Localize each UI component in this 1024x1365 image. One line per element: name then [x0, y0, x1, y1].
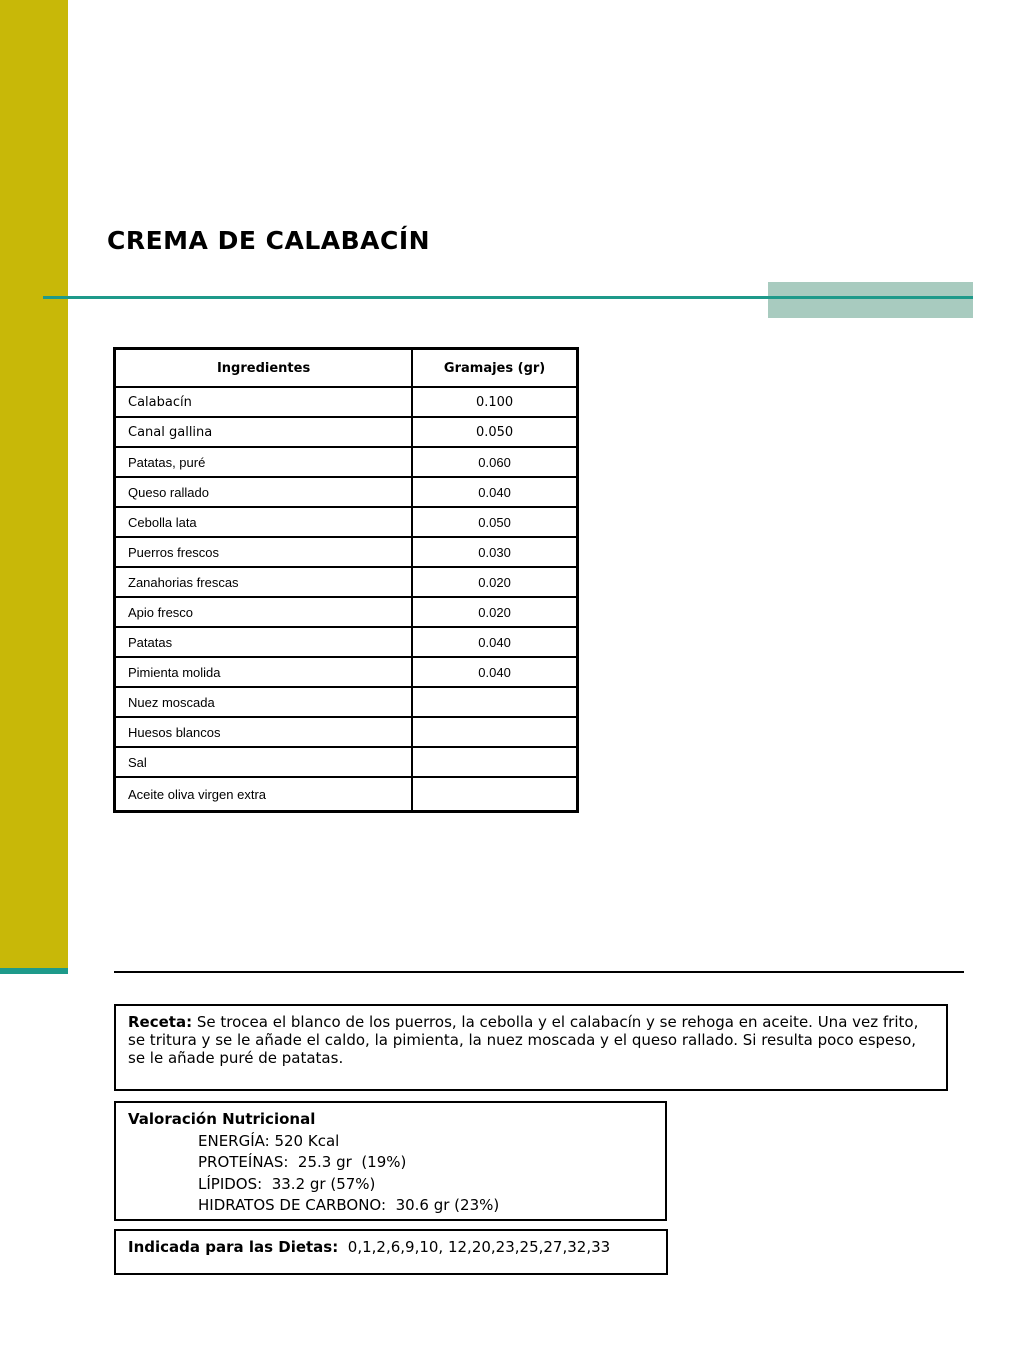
ingredient-name: Canal gallina: [115, 417, 413, 447]
ingredient-name: Queso rallado: [115, 477, 413, 507]
table-row: [115, 387, 578, 417]
nutrition-energy: ENERGÍA: 520 Kcal: [198, 1131, 340, 1150]
table-row: [115, 567, 578, 597]
table-row: [115, 447, 578, 477]
ingredient-grams: 0.040: [412, 627, 577, 657]
ingredient-name: Calabacín: [115, 387, 413, 417]
table-row: [115, 777, 578, 812]
ingredient-grams: [412, 717, 577, 747]
table-row: [115, 687, 578, 717]
table-header-row: [115, 349, 578, 388]
table-row: [115, 507, 578, 537]
table-row: [115, 417, 578, 447]
section-divider: [114, 971, 964, 973]
ingredient-grams: 0.100: [412, 387, 577, 417]
ingredient-name: Apio fresco: [115, 597, 413, 627]
ingredient-name: Cebolla lata: [115, 507, 413, 537]
recipe-box: [114, 1004, 948, 1091]
ingredient-name: Pimienta molida: [115, 657, 413, 687]
table-row: [115, 657, 578, 687]
ingredient-name: Huesos blancos: [115, 717, 413, 747]
ingredient-grams: 0.040: [412, 477, 577, 507]
table-row: [115, 597, 578, 627]
ingredient-grams: 0.060: [412, 447, 577, 477]
ingredient-name: Patatas: [115, 627, 413, 657]
table-row: [115, 537, 578, 567]
nutrition-heading: Valoración Nutricional: [128, 1110, 316, 1128]
ingredient-name: Patatas, puré: [115, 447, 413, 477]
diets-box: [114, 1229, 668, 1275]
column-header-ingredients: Ingredientes: [115, 349, 413, 388]
ingredient-name: Nuez moscada: [115, 687, 413, 717]
ingredient-grams: 0.040: [412, 657, 577, 687]
ingredient-grams: 0.020: [412, 597, 577, 627]
nutrition-box: [114, 1101, 667, 1221]
nutrition-proteins: PROTEÍNAS: 25.3 gr (19%): [198, 1153, 407, 1171]
nutrition-lipids: LÍPIDOS: 33.2 gr (57%): [198, 1174, 376, 1193]
ingredient-grams: [412, 687, 577, 717]
diets-label: Indicada para las Dietas:: [128, 1238, 339, 1256]
ingredient-grams: 0.050: [412, 417, 577, 447]
table-row: [115, 627, 578, 657]
ingredient-name: Aceite oliva virgen extra: [115, 777, 413, 812]
ingredient-name: Sal: [115, 747, 413, 777]
ingredient-grams: 0.050: [412, 507, 577, 537]
table-row: [115, 747, 578, 777]
recipe-text: Se trocea el blanco de los puerros, la cebolla y el calabacín y se rehoga en aceite. Una vez frito, se tritura y se le añade el caldo, la pimienta, la nuez moscada y el queso rallado. Si resulta poco espeso, se le añade puré de patatas.: [128, 1013, 919, 1067]
ingredient-name: Zanahorias frescas: [115, 567, 413, 597]
ingredient-grams: [412, 777, 577, 812]
table-row: [115, 717, 578, 747]
ingredient-grams: [412, 747, 577, 777]
ingredients-table: [113, 347, 579, 813]
title-rule-overlay: [768, 296, 973, 299]
recipe-label: Receta:: [128, 1013, 193, 1031]
page-title: CREMA DE CALABACÍN: [107, 226, 431, 255]
sidebar-accent: [0, 968, 68, 974]
title-accent-block: [768, 282, 973, 318]
table-row: [115, 477, 578, 507]
nutrition-carbs: HIDRATOS DE CARBONO: 30.6 gr (23%): [198, 1196, 500, 1214]
ingredient-grams: 0.030: [412, 537, 577, 567]
column-header-grams: Gramajes (gr): [412, 349, 577, 388]
sidebar-band: [0, 0, 68, 968]
ingredient-name: Puerros frescos: [115, 537, 413, 567]
ingredient-grams: 0.020: [412, 567, 577, 597]
diets-value: 0,1,2,6,9,10, 12,20,23,25,27,32,33: [347, 1238, 611, 1256]
